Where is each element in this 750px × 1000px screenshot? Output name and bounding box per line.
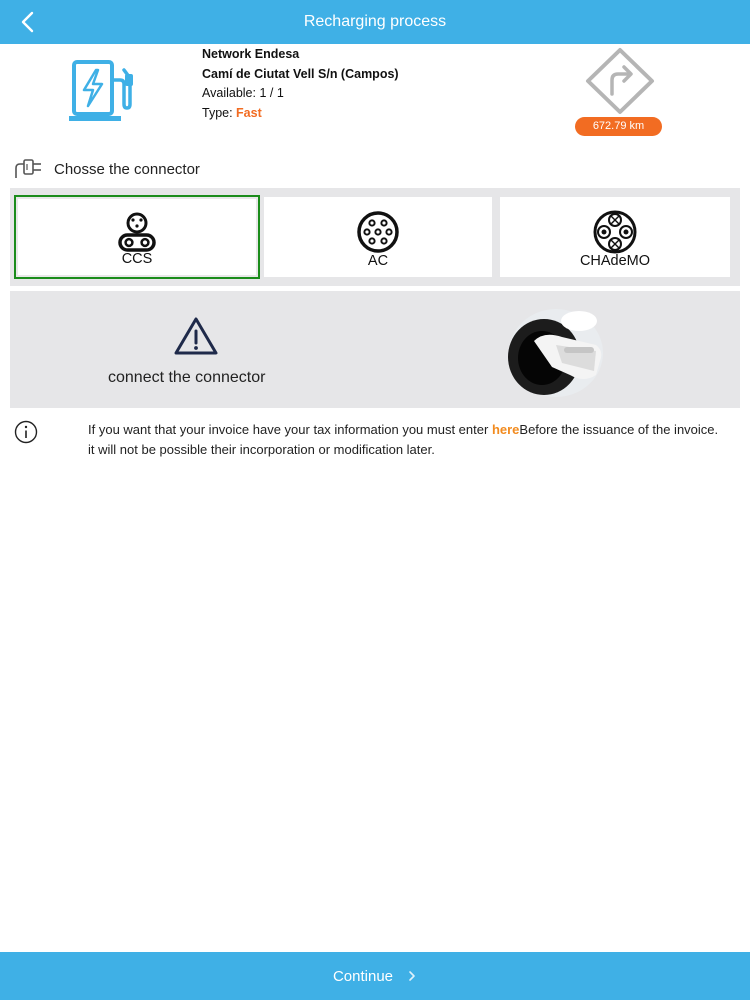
connector-option-chademo[interactable]	[500, 197, 730, 277]
invoice-info-text	[88, 420, 728, 460]
station-info	[202, 45, 399, 123]
connector-label-ac: AC	[367, 253, 389, 269]
info-text-before: If you want that your invoice have your tax information you must enter	[88, 422, 492, 437]
info-text-after: Before the issuance of the invoice. it will not be possible their incorporation or modification later.	[88, 422, 719, 457]
connector-label-ccs: CCS	[121, 251, 153, 267]
continue-label: Continue	[332, 967, 394, 985]
chademo-plug-icon	[592, 209, 638, 255]
connector-heading	[14, 157, 200, 181]
type-label: Type:	[202, 105, 237, 120]
connector-heading-label: Chosse the connector	[54, 160, 200, 178]
connector-selector	[10, 188, 740, 286]
warning-icon	[173, 316, 219, 356]
connector-label-chademo: CHAdeMO	[579, 253, 651, 269]
available-value: 1 / 1	[259, 86, 284, 100]
ac-type2-plug-icon	[355, 209, 401, 255]
station-network: Network Endesa	[202, 47, 300, 61]
station-type	[202, 104, 399, 124]
page-title: Recharging process	[303, 13, 447, 30]
station-address: Camí de Ciutat Vell S/n (Campos)	[202, 66, 399, 81]
instruction-panel	[10, 291, 740, 408]
info-icon	[14, 420, 38, 444]
connector-option-ccs[interactable]	[16, 197, 258, 277]
charging-station-icon	[66, 58, 138, 126]
top-nav-bar	[0, 0, 750, 44]
available-label: Available:	[202, 86, 260, 100]
chevron-right-icon	[407, 969, 417, 983]
type-value: Fast	[236, 105, 262, 120]
invoice-tax-link[interactable]: here	[491, 422, 520, 437]
plug-icon	[14, 158, 44, 180]
instruction-text: connect the connector	[108, 369, 266, 386]
ccs-plug-icon	[114, 209, 160, 255]
connector-photo-image	[504, 301, 606, 401]
station-availability	[202, 84, 399, 104]
continue-button[interactable]	[0, 952, 750, 1000]
connector-option-ac[interactable]	[264, 197, 492, 277]
distance-badge: 672.79 km	[575, 117, 662, 136]
directions-icon[interactable]	[580, 46, 660, 116]
